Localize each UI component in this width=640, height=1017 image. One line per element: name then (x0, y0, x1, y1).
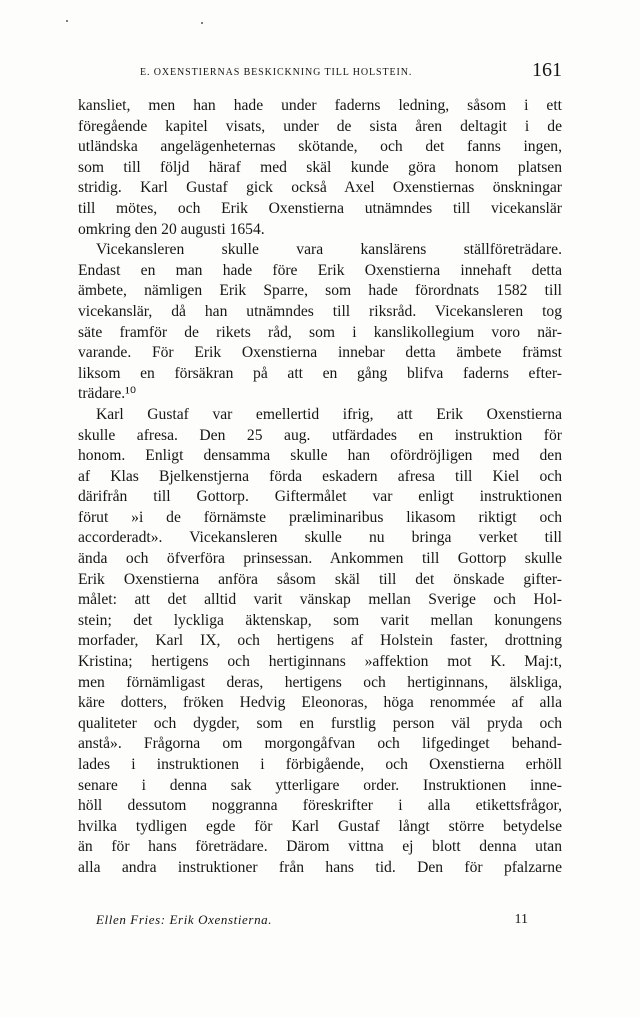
text-line: accorderadt». Vicekansleren skulle nu bringa verket till (78, 529, 562, 547)
text-line: omkring den 20 augusti 1654. (78, 220, 265, 238)
text-line: anstå». Frågorna om morgongåfvan och lifgedinget behand- (78, 735, 562, 753)
footer-signature: Ellen Fries: Erik Oxenstierna. (96, 912, 273, 927)
text-line: vicekanslär, då han utnämndes till riksråd. Vicekansleren tog (78, 302, 562, 320)
speck-mark (201, 22, 203, 24)
text-line: Kristina; hertigens och hertiginnans »affektion mot K. Maj:t, (78, 653, 562, 671)
sheet-number: 11 (514, 912, 528, 927)
text-line: stridig. Karl Gustaf gick också Axel Oxenstiernas önskningar (78, 179, 562, 197)
page-footer (96, 912, 528, 934)
text-line: därifrån till Gottorp. Giftermålet var enligt instruktionen (78, 488, 562, 506)
text-line: alla andra instruktioner från hans tid. Den för pfalzarne (78, 858, 562, 876)
text-line: honom. Enligt densamma skulle han ofördröjligen med den (78, 447, 562, 465)
page-header (78, 58, 562, 88)
text-line: kansliet, men han hade under faderns ledning, såsom i ett (78, 97, 562, 114)
text-line: käre dotters, fröken Hedvig Eleonoras, höga renommée af alla (78, 694, 562, 712)
text-line: Erik Oxenstierna anföra såsom skäl till det önskade gifter- (78, 570, 562, 588)
running-title: E. OXENSTIERNAS BESKICKNING TILL HOLSTEIN. (140, 67, 413, 78)
text-line: trädare.¹⁰ (78, 385, 137, 403)
text-line: föregående kapitel visats, under de sista åren deltagit i de (78, 117, 562, 135)
text-line: än för hans företrädare. Därom vittna ej blott denna utan (78, 838, 562, 856)
text-line: stein; det lyckliga äktenskap, som varit mellan konungens (78, 611, 562, 629)
text-line: liksom en försäkran på att en gång blifva faderns efter- (78, 364, 562, 382)
text-line: målet: att det alltid varit vänskap mellan Sverige och Hol- (78, 591, 562, 609)
text-line: hvilka tydligen egde för Karl Gustaf långt större betydelse (78, 817, 562, 835)
text-line: ända och öfverföra prinsessan. Ankommen till Gottorp skulle (78, 550, 562, 568)
text-line: men förnämligast deras, hertigens och hertiginnans, älskliga, (78, 673, 562, 691)
text-line: till mötes, och Erik Oxenstierna utnämndes till vicekanslär (78, 199, 562, 217)
speck-mark (66, 20, 68, 22)
text-line: Karl Gustaf var emellertid ifrig, att Erik Oxenstierna (96, 405, 562, 423)
text-line: lades i instruktionen i förbigående, och Oxenstierna erhöll (78, 756, 562, 773)
text-line: förut »i de förnämste præliminaribus likasom riktigt och (78, 508, 562, 526)
text-line: skulle afresa. Den 25 aug. utfärdades en instruktion för (78, 426, 562, 444)
text-line: Endast en man hade före Erik Oxenstierna innehaft detta (78, 261, 562, 279)
body-text (78, 96, 562, 879)
text-line: säte framför de rikets råd, som i kanslikollegium voro när- (78, 323, 562, 341)
text-line: qualiteter och dygder, som en furstlig person väl pryda och (78, 714, 562, 732)
text-line: morfader, Karl IX, och hertigens af Holstein faster, drottning (78, 632, 562, 650)
text-line: varande. För Erik Oxenstierna innebar detta ämbete främst (78, 344, 562, 362)
text-line: utländska angelägenheternas skötande, och det fanns ingen, (78, 138, 562, 156)
text-line: af Klas Bjelkenstjerna förda eskadern afresa till Kiel och (78, 467, 562, 485)
text-line: ämbete, nämligen Erik Sparre, som hade förordnats 1582 till (78, 282, 562, 300)
text-line: Vicekansleren skulle vara kanslärens ställföreträdare. (96, 241, 562, 259)
text-line: som till följd häraf med skäl kunde göra honom platsen (78, 158, 562, 176)
text-line: höll dessutom noggranna föreskrifter i alla etikettsfrågor, (78, 797, 562, 815)
text-line: senare i denna sak ytterligare order. Instruktionen inne- (78, 776, 562, 794)
page-number: 161 (532, 59, 562, 81)
